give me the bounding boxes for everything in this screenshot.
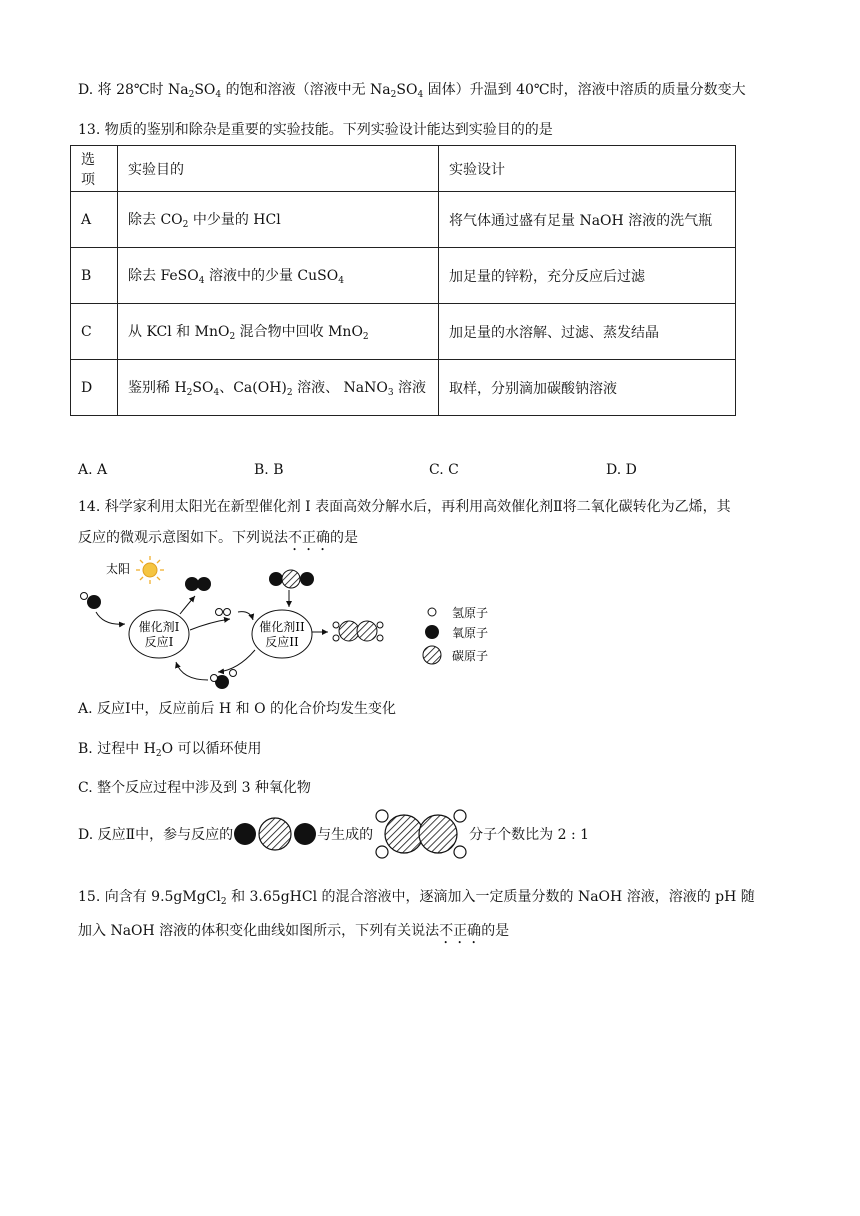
svg-text:反应I: 反应I [144,635,174,649]
q14-option-a[interactable]: A. 反应Ⅰ中，反应前后 H 和 O 的化合价均发生变化 [78,701,397,717]
table-header-row [71,146,736,192]
q14-option-c[interactable]: C. 整个反应过程中涉及到 3 种氧化物 [78,780,311,796]
q13-table [70,145,736,416]
table-row [71,360,736,416]
row-option: B [71,248,118,304]
header-option: 选项 [71,146,118,192]
water-molecule [211,670,237,690]
svg-text:氧原子: 氧原子 [452,626,489,640]
hydrogen-molecule [216,609,231,616]
svg-text:反应II: 反应II [265,635,299,649]
svg-text:碳原子: 碳原子 [452,649,489,663]
catalyst-1 [129,610,189,658]
sun-label: 太阳 [106,562,131,576]
option-a[interactable]: A. A [78,462,108,478]
row-goal: 从 KCl 和 MnO$_2$ 混合物中回收 MnO$_2$ [118,304,439,360]
row-goal: 除去 $CO_2$ 中少量的 HCl [118,192,439,248]
row-goal: 鉴别稀 $H_2SO_4$、$Ca(OH)_2$ 溶液、 NaNO$_3$ 溶液 [118,360,439,416]
ethylene-molecule-icon [373,804,469,864]
carbon-dioxide-molecule [269,570,314,588]
table-row [71,304,736,360]
q15-stem-line2: 加入 NaOH 溶液的体积变化曲线如图所示，下列有关说法不正确的是 [78,923,510,939]
row-option: C [71,304,118,360]
svg-text:氢原子: 氢原子 [452,606,489,620]
q14-stem-line2: 反应的微观示意图如下。下列说法不正确的是 [78,530,358,546]
q14-option-b[interactable]: B. 过程中 $H_2O$ 可以循环使用 [78,741,262,759]
ethylene-molecule [333,621,383,641]
q14-reaction-diagram [70,552,510,692]
catalyst-2 [252,610,312,658]
svg-text:催化剂I: 催化剂I [138,620,180,634]
table-row [71,248,736,304]
row-option: D [71,360,118,416]
option-d[interactable]: D. D [606,462,637,478]
row-design: 加足量的锌粉，充分反应后过滤 [439,248,736,304]
row-design: 将气体通过盛有足量 NaOH 溶液的洗气瓶 [439,192,736,248]
option-b[interactable]: B. B [254,462,284,478]
q13-stem: 13. 物质的鉴别和除杂是重要的实验技能。下列实验设计能达到实验目的的是 [78,122,553,138]
diagram-legend [423,606,488,664]
q14-option-d[interactable]: D. 反应Ⅱ中，参与反应的 与生成的 分子个数比为 2 : 1 [78,804,589,864]
table-row [71,192,736,248]
row-option: A [71,192,118,248]
header-goal: 实验目的 [118,146,439,192]
water-molecule [81,593,102,610]
sun-icon [136,556,164,584]
row-goal: 除去 FeSO$_4$ 溶液中的少量 CuSO$_4$ [118,248,439,304]
q15-stem-line1: 15. 向含有 9.5gMgCl$_2$ 和 3.65gHCl 的混合溶液中，逐滴加入一定质量分数的 NaOH 溶液，溶液的 pH 随 [78,889,755,907]
header-design: 实验设计 [439,146,736,192]
row-design: 加足量的水溶解、过滤、蒸发结晶 [439,304,736,360]
q14-stem-line1: 14. 科学家利用太阳光在新型催化剂 I 表面高效分解水后，再利用高效催化剂Ⅱ将二氧化碳转化为乙烯，其 [78,499,731,515]
option-c[interactable]: C. C [429,462,459,478]
svg-text:催化剂II: 催化剂II [259,620,305,634]
q12-option-d: D. 将 28℃时 $Na_2SO_4$ 的饱和溶液（溶液中无 $Na_2SO_4$ 固体）升温到 40℃时，溶液中溶质的质量分数变大 [78,82,746,100]
carbon-dioxide-molecule-icon [233,817,317,851]
oxygen-molecule [185,577,211,591]
row-design: 取样，分别滴加碳酸钠溶液 [439,360,736,416]
